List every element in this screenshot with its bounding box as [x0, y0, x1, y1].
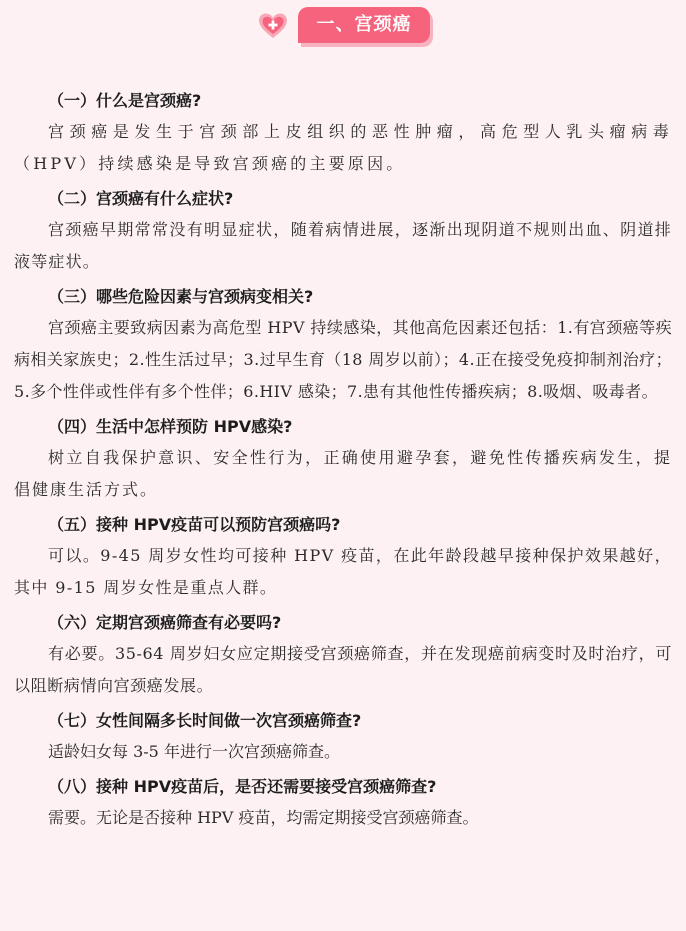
- answer-paragraph: 宫颈癌是发生于宫颈部上皮组织的恶性肿瘤，高危型人乳头瘤病毒（HPV）持续感染是导致宫颈癌的主要原因。: [14, 122, 672, 173]
- section-title: 一、宫颈癌: [298, 7, 430, 43]
- answer-paragraph: 宫颈癌早期常常没有明显症状，随着病情进展，逐渐出现阴道不规则出血、阴道排液等症状。: [14, 220, 672, 271]
- answer-paragraph: 有必要。35-64 周岁妇女应定期接受宫颈癌筛查，并在发现癌前病变时及时治疗，可以阻断病情向宫颈癌发展。: [14, 644, 672, 695]
- article-body: [14, 86, 672, 838]
- section-header: [0, 0, 686, 52]
- heart-plus-icon: [258, 12, 288, 40]
- answer-paragraph: 可以。9-45 周岁女性均可接种 HPV 疫苗，在此年龄段越早接种保护效果越好，其中 9-15 周岁女性是重点人群。: [14, 546, 672, 597]
- question-heading: （八）接种 HPV疫苗后，是否还需要接受宫颈癌筛查?: [48, 777, 437, 796]
- question-heading: （五）接种 HPV疫苗可以预防宫颈癌吗?: [48, 515, 341, 534]
- answer-paragraph: 树立自我保护意识、安全性行为，正确使用避孕套，避免性传播疾病发生，提倡健康生活方式。: [14, 448, 672, 499]
- question-heading: （七）女性间隔多长时间做一次宫颈癌筛查?: [48, 711, 362, 730]
- question-heading: （一）什么是宫颈癌?: [48, 91, 202, 110]
- question-heading: （三）哪些危险因素与宫颈病变相关?: [48, 287, 314, 306]
- question-heading: （四）生活中怎样预防 HPV感染?: [48, 417, 293, 436]
- answer-paragraph: 需要。无论是否接种 HPV 疫苗，均需定期接受宫颈癌筛查。: [48, 808, 479, 827]
- answer-paragraph: 适龄妇女每 3-5 年进行一次宫颈癌筛查。: [48, 742, 340, 761]
- answer-paragraph: 宫颈癌主要致病因素为高危型 HPV 持续感染，其他高危因素还包括：1.有宫颈癌等疾病相关家族史；2.性生活过早；3.过早生育（18 周岁以前）；4.正在接受免疫抑制剂治疗；5.多个性伴或性伴有多个性伴；6.HIV 感染；7.患有其他性传播疾病；8.吸烟、吸毒者。: [14, 318, 672, 401]
- question-heading: （二）宫颈癌有什么症状?: [48, 189, 234, 208]
- question-heading: （六）定期宫颈癌筛查有必要吗?: [48, 613, 282, 632]
